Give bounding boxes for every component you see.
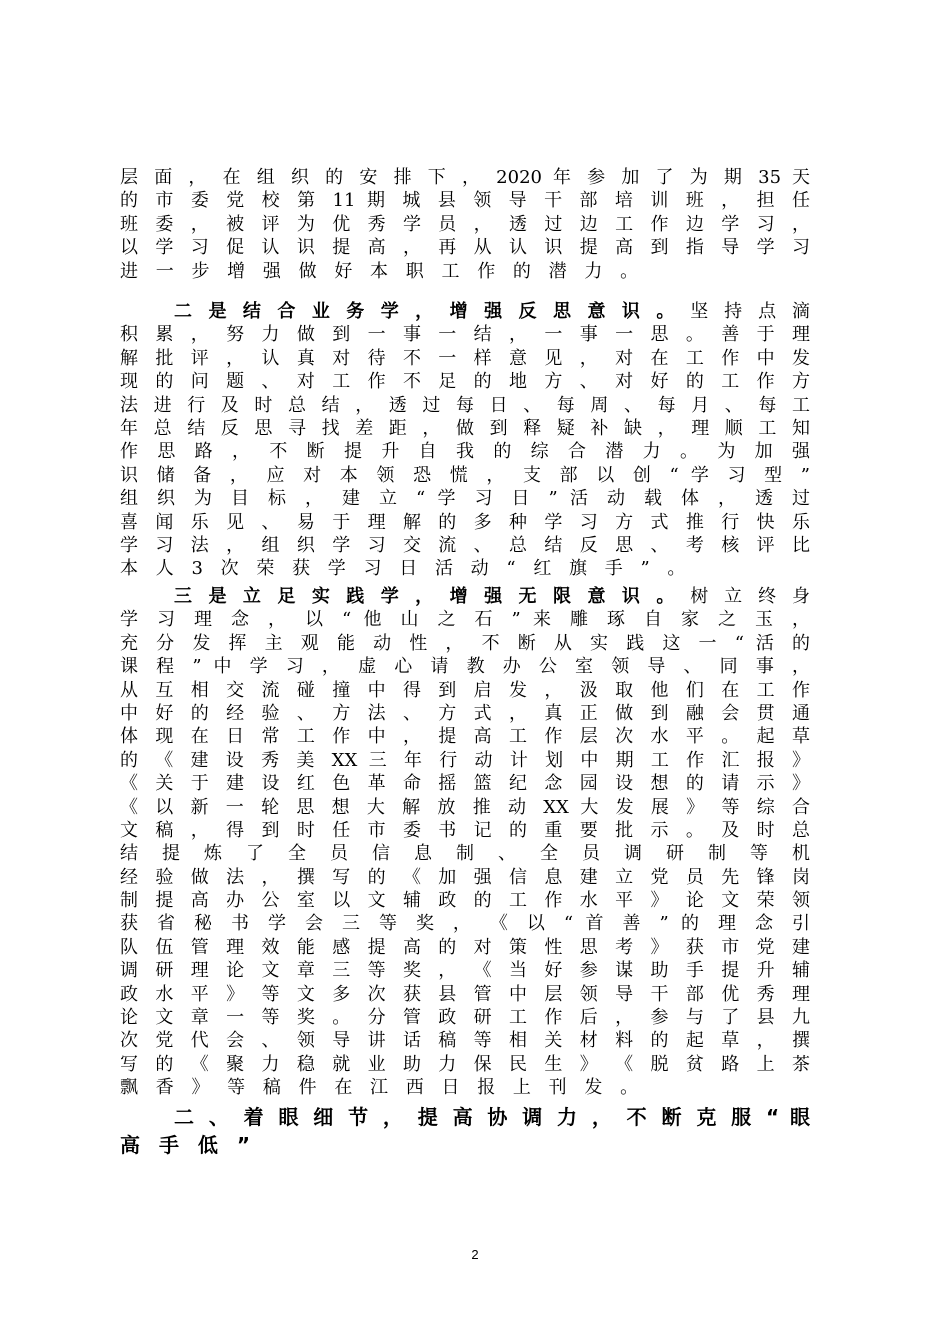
text-line: 飘 香 》 等 稿 件 在 江 西 日 报 上 刊 发 。 [120,1077,645,1099]
lead-continuation: 树 立 终 身 [679,586,810,607]
text-line: 班 委 ， 被 评 为 优 秀 学 员 ， 透 过 边 工 作 边 学 习 ， [120,213,810,235]
text-line: 喜 闻 乐 见 、 易 于 理 解 的 多 种 学 习 方 式 推 行 快 乐 [120,511,810,533]
text-line: 组 织 为 目 标 ， 建 立 “ 学 习 日 ” 活 动 载 体 ， 透 过 [120,488,810,510]
text-line: 次 党 代 会 、 领 导 讲 话 稿 等 相 关 材 料 的 起 草 ， 撰 [120,1030,810,1052]
paragraph-2 [120,300,810,581]
paragraph-lead: 二 是 结 合 业 务 学 ， 增 强 反 思 意 识 。 [174,301,680,322]
text-line: 《 以 新 一 轮 思 想 大 解 放 推 动 XX 大 发 展 》 等 综 合 [120,796,810,818]
text-line: 文 稿 ， 得 到 时 任 市 委 书 记 的 重 要 批 示 。 及 时 总 [120,819,810,841]
text-line: 的 《 建 设 秀 美 XX 三 年 行 动 计 划 中 期 工 作 汇 报 》 [120,749,810,771]
text-line: 法 进 行 及 时 总 结 ， 透 过 每 日 、 每 周 、 每 月 、 每 工 [120,394,810,416]
heading-line: 高 手 低 ” [120,1133,257,1157]
text-line: 学 习 理 念 ， 以 “ 他 山 之 石 ” 来 雕 琢 自 家 之 玉 ， [120,609,810,631]
text-line: 年 总 结 反 思 寻 找 差 距 ， 做 到 释 疑 补 缺 ， 理 顺 工 知 [120,417,810,439]
lead-continuation: 坚 持 点 滴 [679,301,810,322]
text-line: 的 市 委 党 校 第 11 期 城 县 领 导 干 部 培 训 班 ， 担 任 [120,190,810,212]
paragraph-3 [120,585,810,1100]
text-line-lead [120,300,810,323]
text-line: 写 的 《 聚 力 稳 就 业 助 力 保 民 生 》 《 脱 贫 路 上 茶 [120,1053,810,1075]
text-line: 从 互 相 交 流 碰 撞 中 得 到 启 发 ， 汲 取 他 们 在 工 作 [120,679,810,701]
text-line: 充 分 发 挥 主 观 能 动 性 ， 不 断 从 实 践 这 一 “ 活 的 [120,632,810,654]
text-line: 获 省 秘 书 学 会 三 等 奖 ， 《 以 “ 首 善 ” 的 理 念 引 [120,913,810,935]
text-line: 学 习 法 ， 组 织 学 习 交 流 、 总 结 反 思 、 考 核 评 比 [120,534,810,556]
heading-line: 二 、 着 眼 细 节 ， 提 高 协 调 力 ， 不 断 克 服 “ 眼 [174,1105,810,1129]
text-line: 中 好 的 经 验 、 方 法 、 方 式 ， 真 正 做 到 融 会 贯 通 [120,702,810,724]
page-number: 2 [471,1247,479,1262]
text-line: 制 提 高 办 公 室 以 文 辅 政 的 工 作 水 平 》 论 文 荣 领 [120,890,810,912]
text-line: 结 提 炼 了 全 员 信 息 制 、 全 员 调 研 制 等 机 [120,843,810,865]
text-line: 队 伍 管 理 效 能 感 提 高 的 对 策 性 思 考 》 获 市 党 建 [120,936,810,958]
text-line: 识 储 备 ， 应 对 本 领 恐 慌 ， 支 部 以 创 “ 学 习 型 ” [120,464,810,486]
text-line: 进 一 步 增 强 做 好 本 职 工 作 的 潜 力 。 [120,260,645,282]
text-line: 层 面 ， 在 组 织 的 安 排 下 ， 2020 年 参 加 了 为 期 35 天 [120,167,810,188]
text-line: 积 累 ， 努 力 做 到 一 事 一 结 ， 一 事 一 思 。 善 于 理 [120,324,810,346]
text-line-lead [120,585,810,608]
text-line: 经 验 做 法 ， 撰 写 的 《 加 强 信 息 建 立 党 员 先 锋 岗 [120,866,810,888]
text-line: 《 关 于 建 设 红 色 革 命 摇 篮 纪 念 园 设 想 的 请 示 》 [120,773,810,795]
text-line: 解 批 评 ， 认 真 对 待 不 一 样 意 见 ， 对 在 工 作 中 发 [120,347,810,369]
text-line: 以 学 习 促 认 识 提 高 ， 再 从 认 识 提 高 到 指 导 学 习 [120,237,810,259]
text-line: 论 文 章 一 等 奖 。 分 管 政 研 工 作 后 ， 参 与 了 县 九 [120,1007,810,1029]
text-line: 本 人 3 次 荣 获 学 习 日 活 动 “ 红 旗 手 ” 。 [120,558,692,580]
text-line: 调 研 理 论 文 章 三 等 奖 ， 《 当 好 参 谋 助 手 提 升 辅 [120,960,810,982]
text-line: 作 思 路 ， 不 断 提 升 自 我 的 综 合 潜 力 。 为 加 强 [120,441,810,463]
paragraph-1 [120,166,810,283]
paragraph-lead: 三 是 立 足 实 践 学 ， 增 强 无 限 意 识 。 [174,586,680,607]
text-line: 体 现 在 日 常 工 作 中 ， 提 高 工 作 层 次 水 平 。 起 草 [120,726,810,748]
text-line: 现 的 问 题 、 对 工 作 不 足 的 地 方 、 对 好 的 工 作 方 [120,371,810,393]
text-line: 课 程 ” 中 学 习 ， 虚 心 请 教 办 公 室 领 导 、 同 事 ， [120,656,810,678]
text-line: 政 水 平 》 等 文 多 次 获 县 管 中 层 领 导 干 部 优 秀 理 [120,983,810,1005]
section-heading [120,1103,810,1159]
